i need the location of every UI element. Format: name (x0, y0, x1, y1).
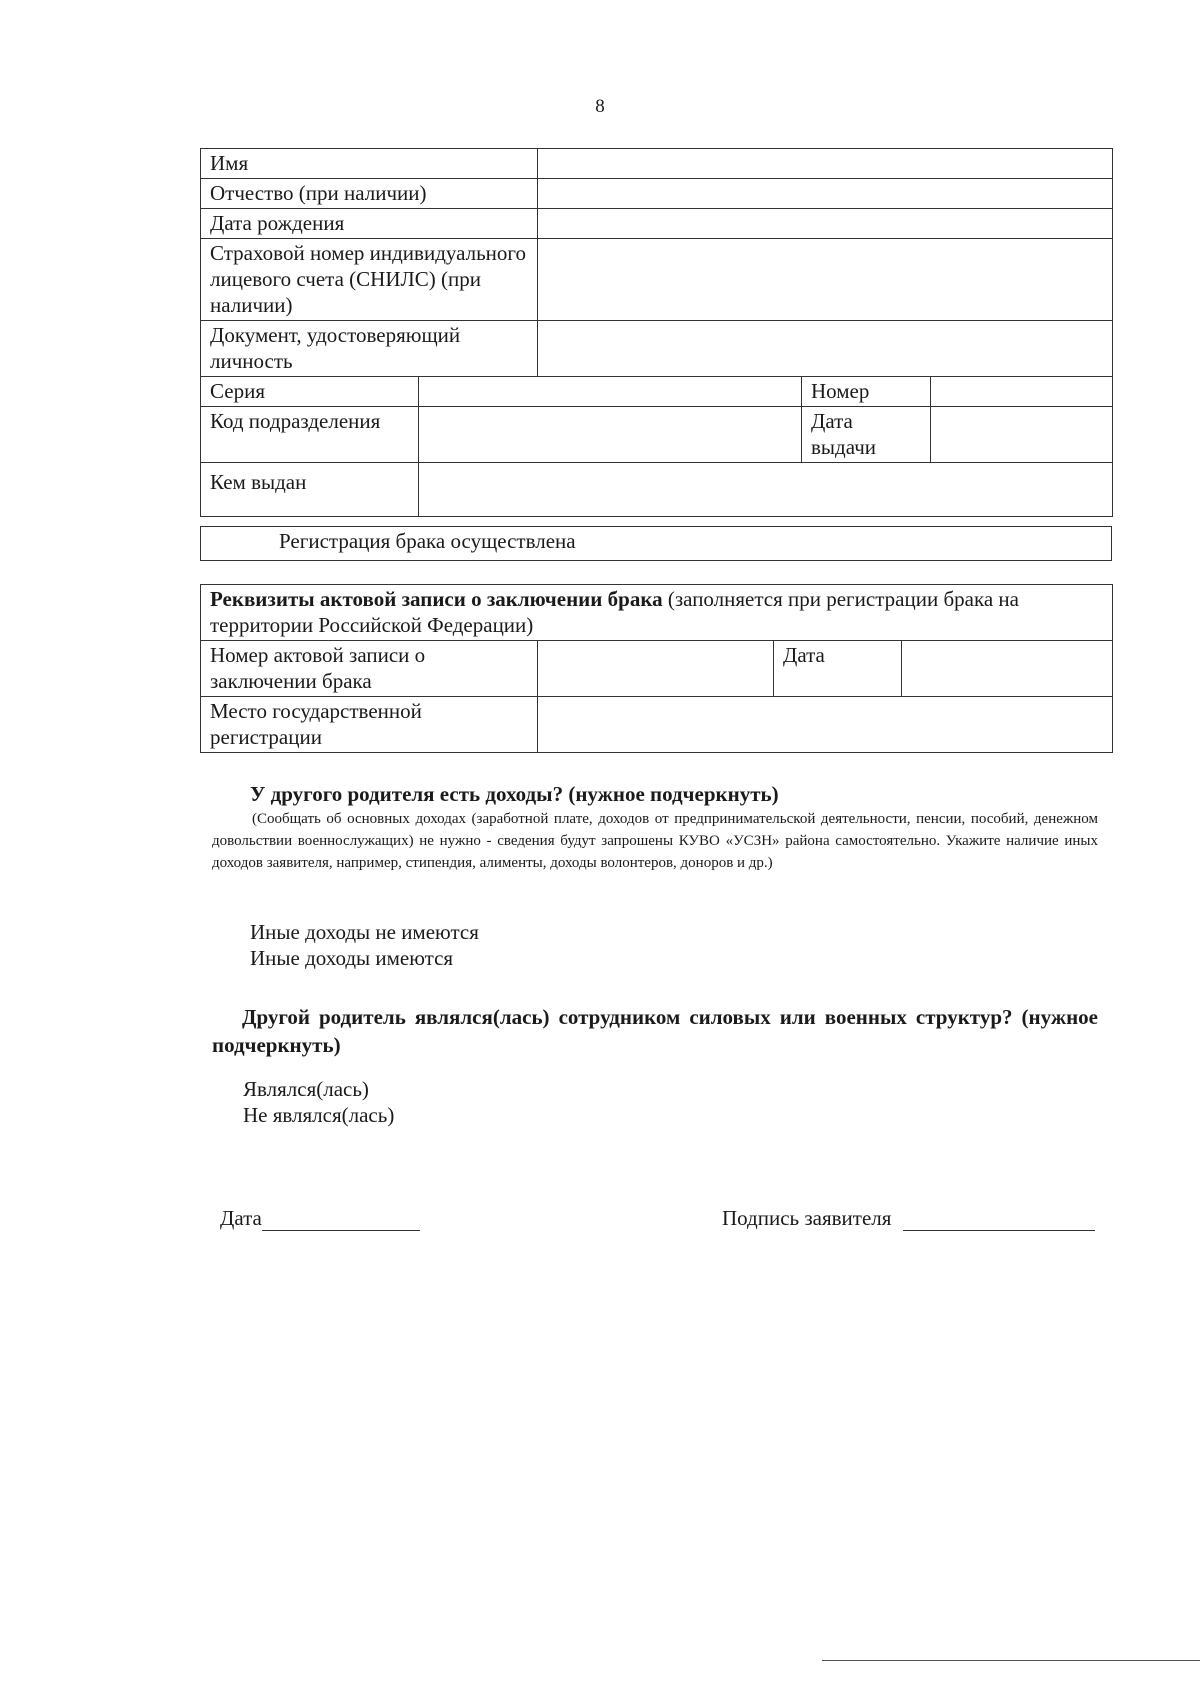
marriage-record-table (200, 584, 1113, 753)
service-option-yes[interactable]: Являлся(лась) (243, 1077, 369, 1101)
name-label: Имя (201, 149, 538, 179)
date-signature-block (220, 1206, 420, 1231)
issue-date-field[interactable] (931, 407, 1113, 463)
service-option-no[interactable]: Не являлся(лась) (243, 1103, 395, 1127)
date-line[interactable] (262, 1208, 420, 1231)
issued-by-label: Кем выдан (201, 463, 419, 517)
personal-data-table (200, 148, 1113, 517)
id-doc-field[interactable] (538, 321, 1113, 377)
marriage-record-title-bold: Реквизиты актовой записи о заключении брака (210, 587, 663, 611)
registration-place-field[interactable] (538, 697, 1113, 753)
income-note: (Сообщать об основных доходах (заработной плате, доходов от предпринимательской деятельности, пенсии, пособий, денежном довольствии военнослужащих) не нужно - сведения будут запрошены КУВО «УСЗН» района самостоятельно. Укажите наличие иных доходов заявителя, например, стипендия, алименты, доходы волонтеров, доноров и др.) (212, 811, 1098, 871)
birthdate-label: Дата рождения (201, 209, 538, 239)
snils-label: Страховой номер индивидуального лицевого счета (СНИЛС) (при наличии) (201, 239, 538, 321)
series-label: Серия (201, 377, 419, 407)
signature-line[interactable] (903, 1208, 1095, 1231)
record-date-field[interactable] (902, 641, 1113, 697)
id-doc-label: Документ, удостоверяющий личность (201, 321, 538, 377)
income-option-none[interactable]: Иные доходы не имеются (250, 920, 479, 944)
marriage-record-title-note: (заполняется при регистрации брака на территории Российской Федерации) (210, 587, 1019, 637)
applicant-signature-block (722, 1206, 1095, 1231)
service-question: Другой родитель являлся(лась) сотрудником силовых или военных структур? (нужное подчеркнуть) (212, 1005, 1098, 1057)
issue-date-label: Дата выдачи (802, 407, 931, 463)
number-label: Номер (802, 377, 931, 407)
record-number-label: Номер актовой записи о заключении брака (201, 641, 538, 697)
birthdate-field[interactable] (538, 209, 1113, 239)
record-date-label: Дата (774, 641, 902, 697)
income-option-yes[interactable]: Иные доходы имеются (250, 946, 454, 970)
number-field[interactable] (931, 377, 1113, 407)
marriage-registered-box (200, 526, 1112, 561)
signature-label: Подпись заявителя (722, 1206, 892, 1230)
registration-place-label: Место государственной регистрации (201, 697, 538, 753)
snils-field[interactable] (538, 239, 1113, 321)
marriage-record-title (201, 585, 1113, 641)
series-field[interactable] (419, 377, 802, 407)
record-number-field[interactable] (538, 641, 774, 697)
bottom-rule (822, 1660, 1200, 1661)
date-label: Дата (220, 1206, 262, 1230)
marriage-registered-label: Регистрация брака осуществлена (201, 527, 1112, 561)
patronymic-label: Отчество (при наличии) (201, 179, 538, 209)
division-code-field[interactable] (419, 407, 802, 463)
page-number: 8 (595, 96, 605, 117)
patronymic-field[interactable] (538, 179, 1113, 209)
name-field[interactable] (538, 149, 1113, 179)
division-code-label: Код подразделения (201, 407, 419, 463)
issued-by-field[interactable] (419, 463, 1113, 517)
income-question: У другого родителя есть доходы? (нужное подчеркнуть) (250, 782, 779, 806)
